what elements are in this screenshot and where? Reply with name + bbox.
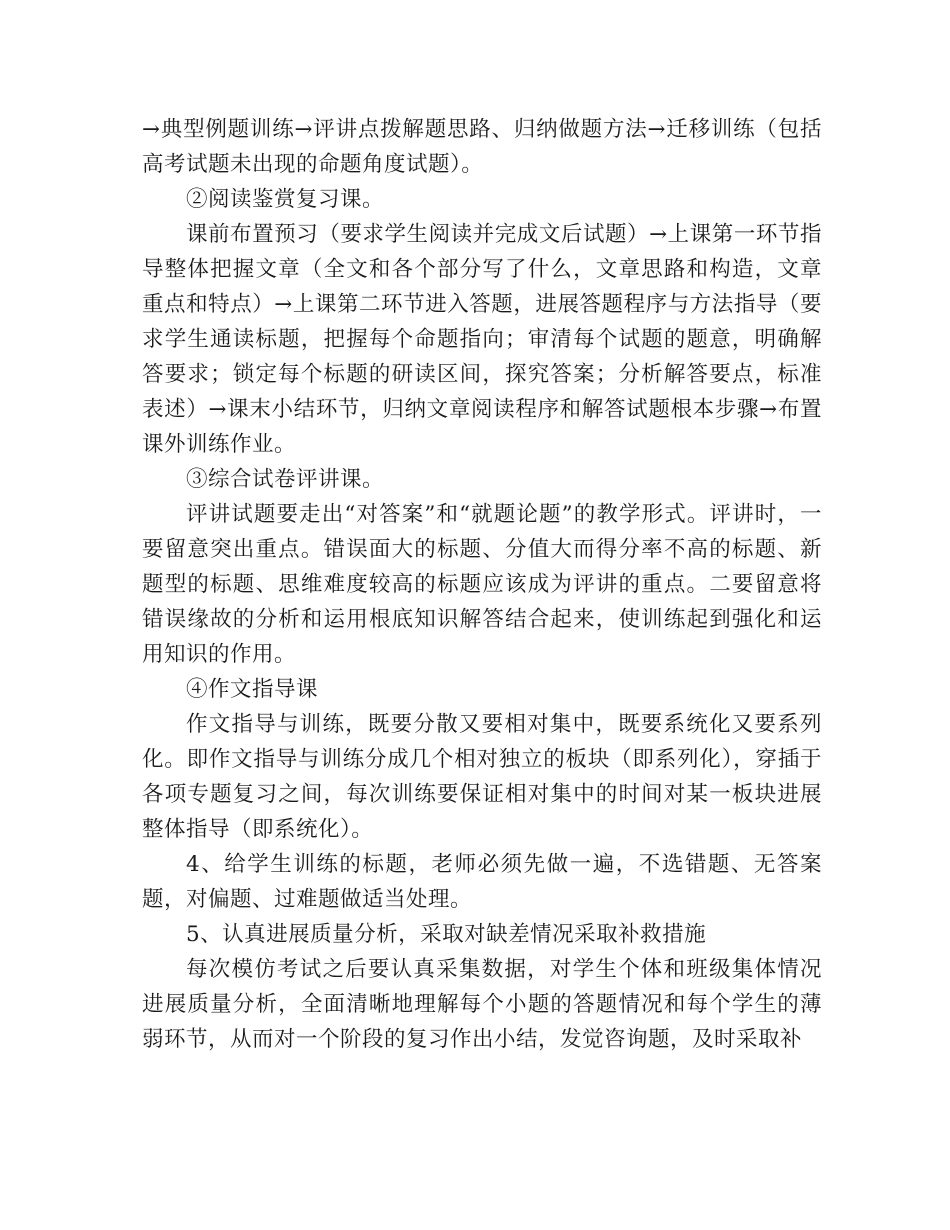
- heading-reading-appreciation: ②阅读鉴赏复习课。: [186, 187, 385, 212]
- paragraph-quality-analysis: 每次模仿考试之后要认真采集数据，对学生个体和班级集体情况进展质量分析，全面清晰地理解每个小题的答题情况和每个学生的薄弱环节，从而对一个阶段的复习作出小结，发觉咨询题，及时采取补: [142, 957, 822, 1052]
- heading-composition-guidance: ④作文指导课: [186, 677, 319, 702]
- paragraph-composition-guidance: 作文指导与训练，既要分散又要相对集中，既要系统化又要系列化。即作文指导与训练分成几个相对独立的板块（即系列化），穿插于各项专题复习之间，每次训练要保证相对集中的时间对某一板块进展整体指导（即系统化）。: [142, 712, 822, 842]
- paragraph-method-flow: →典型例题训练→评讲点拨解题思路、归纳做题方法→迁移训练（包括高考试题未出现的命题角度试题）。: [142, 117, 823, 177]
- paragraph-item-4: 4、给学生训练的标题，老师必须先做一遍，不选错题、无答案题，对偏题、过难题做适当处理。: [142, 852, 822, 912]
- paragraph-item-5: 5、认真进展质量分析，采取对缺差情况采取补救措施: [186, 922, 707, 947]
- heading-paper-review: ③综合试卷评讲课。: [186, 467, 385, 492]
- document-body: [142, 112, 822, 1057]
- paragraph-paper-review: 评讲试题要走出“对答案”和“就题论题”的教学形式。评讲时，一要留意突出重点。错误面大的标题、分值大而得分率不高的标题、新题型的标题、思维难度较高的标题应该成为评讲的重点。二要留意将错误缘故的分析和运用根底知识解答结合起来，使训练起到强化和运用知识的作用。: [142, 502, 822, 667]
- paragraph-reading-procedure: 课前布置预习（要求学生阅读并完成文后试题）→上课第一环节指导整体把握文章（全文和各个部分写了什么，文章思路和构造，文章重点和特点）→上课第二环节进入答题，进展答题程序与方法指导（要求学生通读标题，把握每个命题指向；审清每个试题的题意，明确解答要求；锁定每个标题的研读区间，探究答案；分析解答要点，标准表述）→课末小结环节，归纳文章阅读程序和解答试题根本步骤→布置课外训练作业。: [142, 222, 822, 457]
